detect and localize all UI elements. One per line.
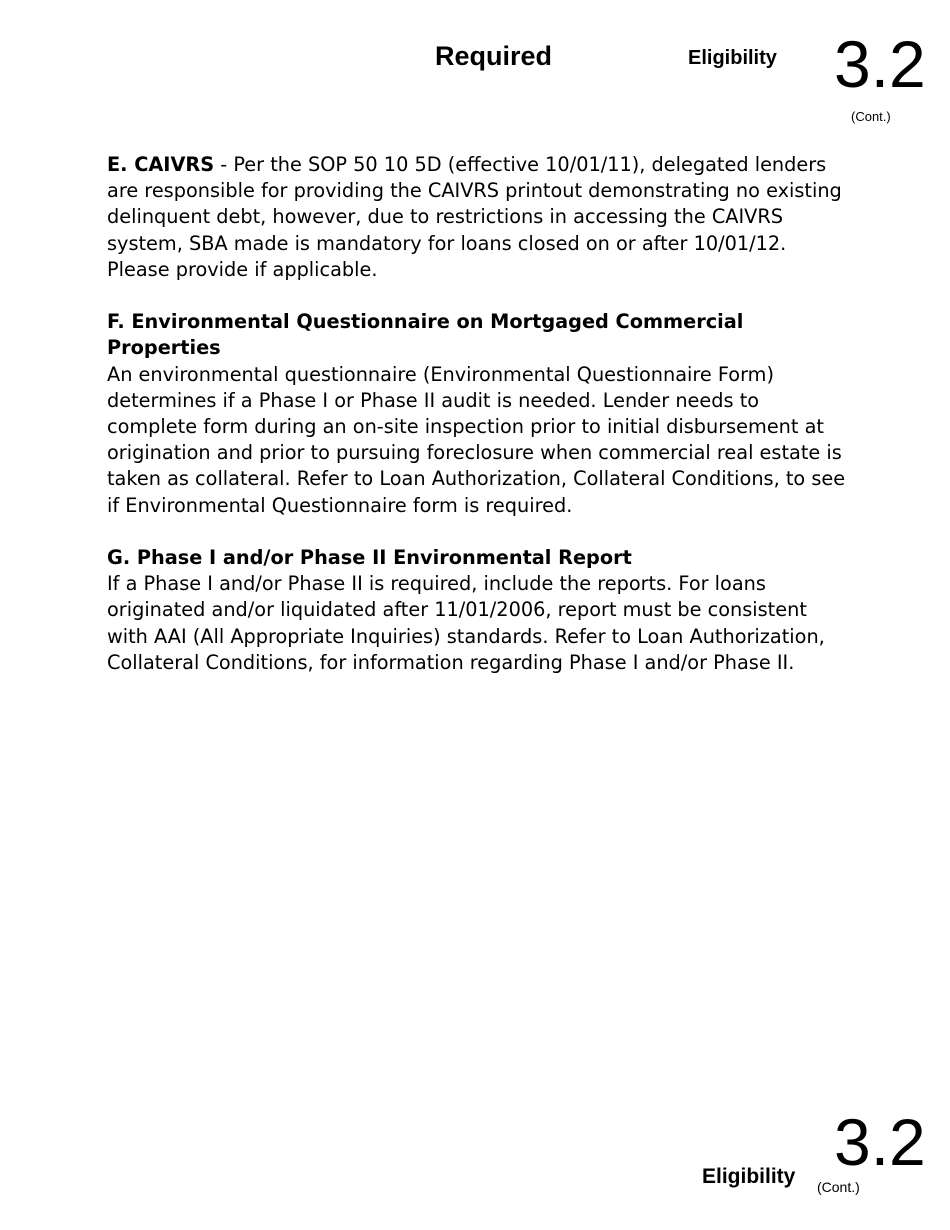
footer-section-number: 3.2 xyxy=(834,1105,926,1179)
section-environmental-report xyxy=(107,545,852,676)
footer-section-name: Eligibility xyxy=(702,1165,796,1188)
header-section-name: Eligibility xyxy=(688,47,777,69)
footer-continued-label: (Cont.) xyxy=(817,1179,860,1195)
header-continued-label: (Cont.) xyxy=(851,109,891,124)
section-environmental-report-text: If a Phase I and/or Phase II is required, include the reports. For loans originated and/or liquidated after 11/01/2006, report must be consistent with AAI (All Appropriate Inquiries) standards. Refer to Loan Authorization, Collateral Conditions, for information regarding Phase I and/or Phase II. xyxy=(107,572,825,674)
section-environmental-questionnaire-text: An environmental questionnaire (Environmental Questionnaire Form) determines if a Phase I or Phase II audit is needed. Lender needs to complete form during an on-site inspection prior to initial disbursement at origination and prior to pursuing foreclosure when commercial real estate is taken as collateral. Refer to Loan Authorization, Collateral Conditions, to see if Environmental Questionnaire form is required. xyxy=(107,362,846,517)
section-caivrs-heading: E. CAIVRS xyxy=(107,153,215,176)
section-caivrs-text: - Per the SOP 50 10 5D (effective 10/01/11), delegated lenders are responsible for providing the CAIVRS printout demonstrating no existing delinquent debt, however, due to restrictions in accessing the CAIVRS system, SBA made is mandatory for loans closed on or after 10/01/12. Please provide if applicable. xyxy=(107,153,842,281)
section-environmental-report-heading: G. Phase I and/or Phase II Environmental Report xyxy=(107,546,632,570)
document-body xyxy=(107,152,852,702)
header-section-number: 3.2 xyxy=(834,27,926,101)
section-caivrs-paragraph xyxy=(107,152,852,283)
page-title: Required xyxy=(435,41,553,71)
section-caivrs xyxy=(107,152,852,283)
section-environmental-questionnaire xyxy=(107,309,852,519)
section-environmental-questionnaire-heading: F. Environmental Questionnaire on Mortgaged Commercial Properties xyxy=(107,310,744,360)
